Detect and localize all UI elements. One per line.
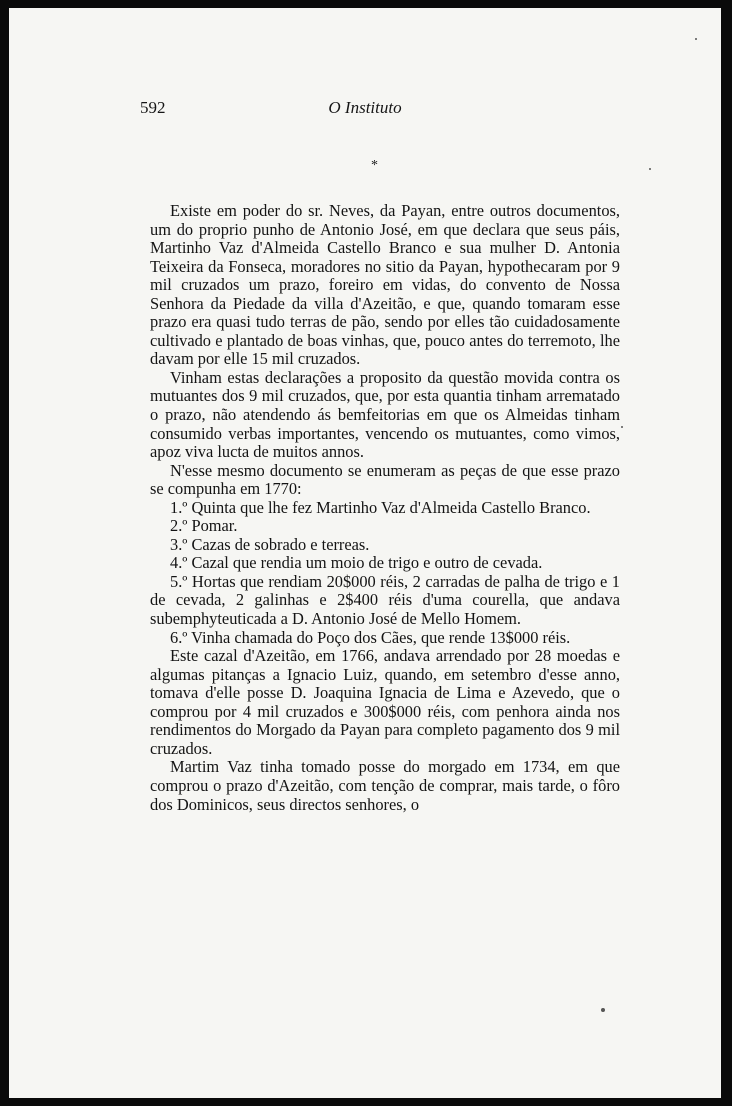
paper-speck <box>601 1008 605 1012</box>
body-text <box>150 202 620 814</box>
paper-speck <box>649 168 651 170</box>
paper-speck <box>621 426 623 428</box>
list-item: 6.º Vinha chamada do Poço dos Cães, que rende 13$000 réis. <box>170 627 571 647</box>
running-title: O Instituto <box>328 98 402 117</box>
list-item: 2.º Pomar. <box>170 516 238 536</box>
paragraph: Existe em poder do sr. Neves, da Payan, entre outros documentos, um do proprio punho de Antonio José, em que declara que seus páis, Martinho Vaz d'Almeida Castello Branco e sua mulher D. Antonia Teixeira da Fonseca, moradores no sitio da Payan, hypothecaram por 9 mil cruzados um prazo, foreiro em vidas, do convento de Nossa Senhora da Piedade da villa d'Azeitão, e que, quando tomaram esse prazo era quasi tudo terras de pão, sendo por elles tão cuidadosamente cultivado e plantado de boas vinhas, que, pouco antes do terremoto, lhe davam por elle 15 mil cruzados. <box>150 201 620 369</box>
page-number: 592 <box>140 98 166 117</box>
book-page <box>9 8 721 1098</box>
list-item: 4.º Cazal que rendia um moio de trigo e outro de cevada. <box>170 553 543 573</box>
section-ornament: * <box>371 158 378 173</box>
paper-speck <box>695 38 697 40</box>
paragraph: Este cazal d'Azeitão, em 1766, andava arrendado por 28 moedas e algumas pitanças a Ignacio Luiz, quando, em setembro d'esse anno, tomava d'elle posse D. Joaquina Ignacia de Lima e Azevedo, que o comprou por 4 mil cruzados e 300$000 réis, com penhora ainda nos rendimentos do Morgado da Payan para completo pagamento dos 9 mil cruzados. <box>150 646 620 758</box>
paragraph: Vinham estas declarações a proposito da questão movida contra os mutuantes dos 9 mil cruzados, que, por esta quantia tinham arrematado o prazo, não atendendo ás bemfeitorias em que os Almeidas tinham consumido verbas importantes, vencendo os mutuantes, como vimos, apoz viva lucta de muitos annos. <box>150 367 620 462</box>
list-item: 1.º Quinta que lhe fez Martinho Vaz d'Almeida Castello Branco. <box>170 497 591 517</box>
paragraph: N'esse mesmo documento se enumeram as peças de que esse prazo se compunha em 1770: <box>150 460 620 499</box>
page-header <box>9 98 721 120</box>
list-item: 3.º Cazas de sobrado e terreas. <box>170 534 370 554</box>
list-item: 5.º Hortas que rendiam 20$000 réis, 2 carradas de palha de trigo e 1 de cevada, 2 galinhas e 2$400 réis d'uma courella, que andava subemphyteuticada a D. Antonio José de Mello Homem. <box>150 571 620 629</box>
paragraph: Martim Vaz tinha tomado posse do morgado em 1734, em que comprou o prazo d'Azeitão, com tenção de comprar, mais tarde, o fôro dos Dominicos, seus directos senhores, o <box>150 757 620 814</box>
